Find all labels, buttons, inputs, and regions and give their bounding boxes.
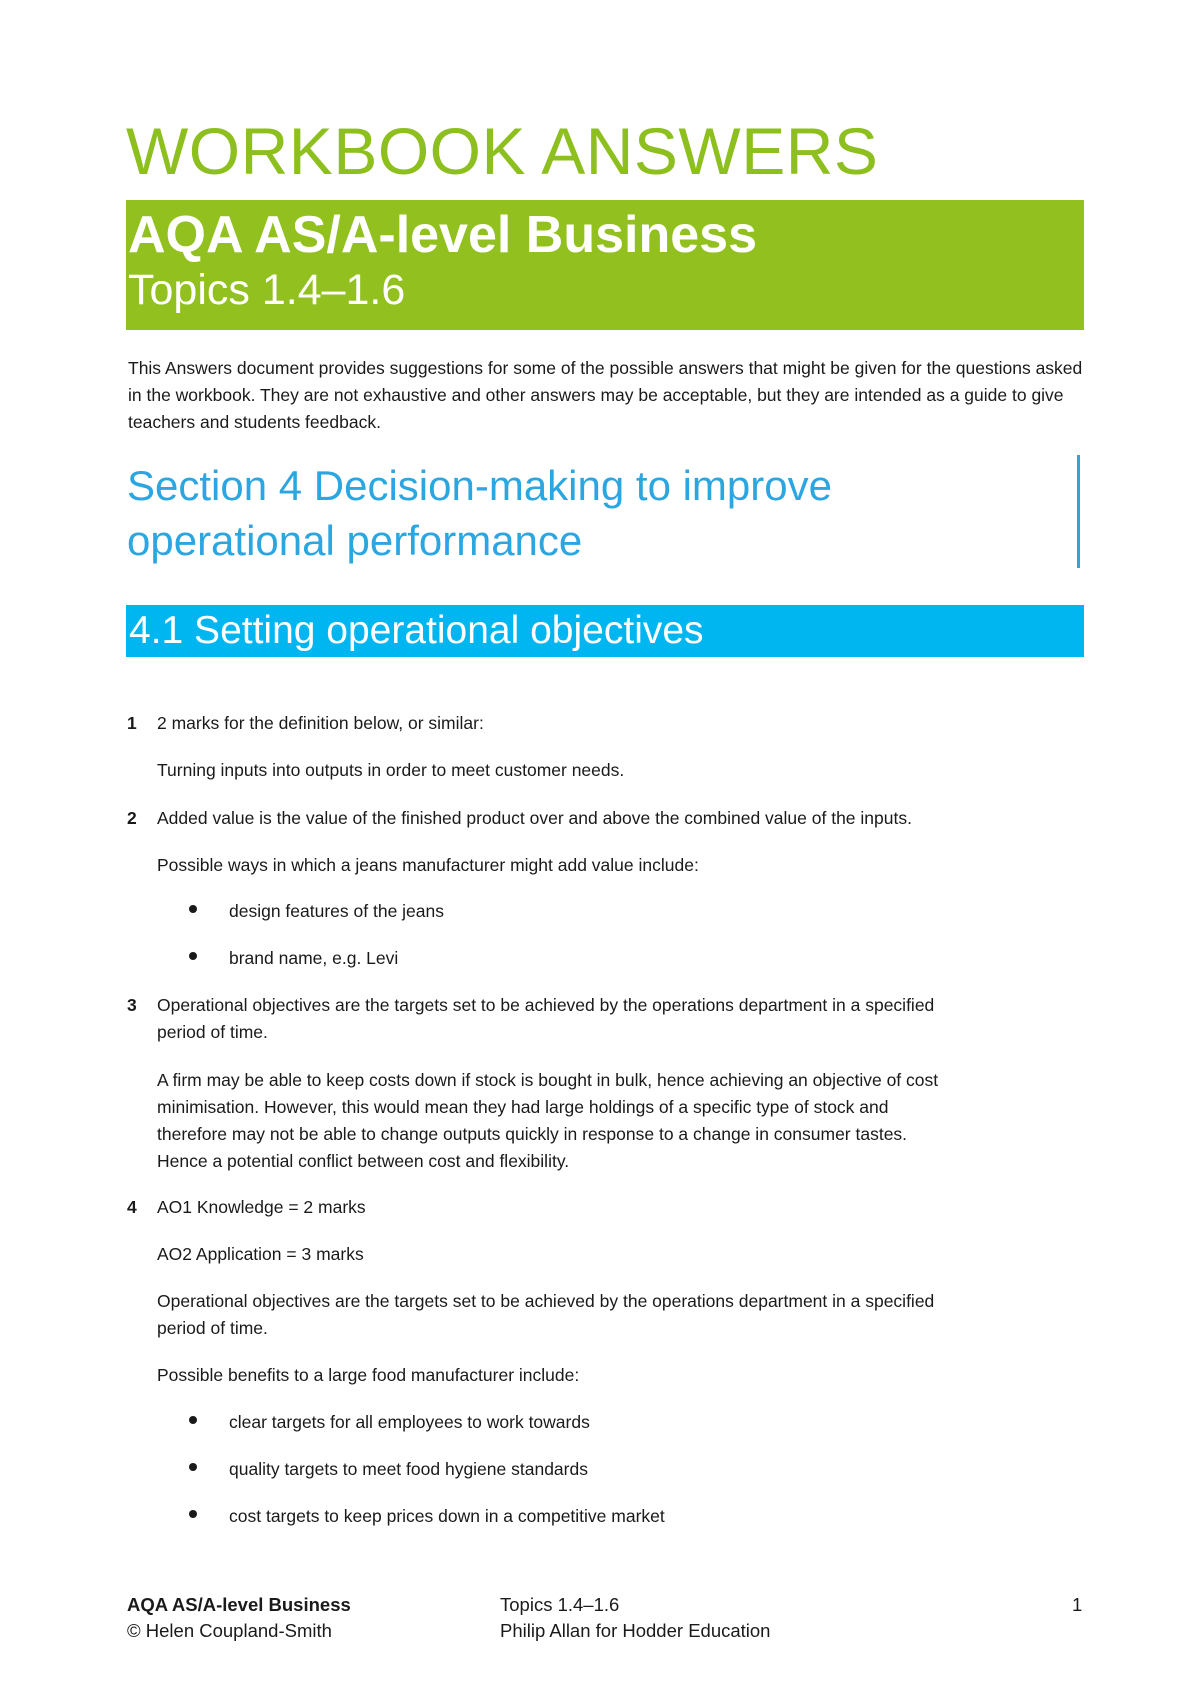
q3-paragraph-2-line-4: Hence a potential conflict between cost and flexibility. [157, 1151, 570, 1171]
book-title: AQA AS/A-level Business [128, 206, 758, 264]
q4-bullet-1: clear targets for all employees to work towards [229, 1412, 590, 1432]
q4-paragraph-3-line-1: Operational objectives are the targets set to be achieved by the operations department in a specified [157, 1291, 935, 1311]
page-number: 1 [1072, 1594, 1083, 1615]
question-number-2: 2 [127, 808, 137, 828]
q3-paragraph-1-line-1: Operational objectives are the targets set to be achieved by the operations department in a specified [157, 995, 935, 1015]
q3-paragraph-2-line-2: minimisation. However, this would mean they had large holdings of a specific type of stock and [157, 1097, 889, 1117]
q3-paragraph-2-line-1: A firm may be able to keep costs down if stock is bought in bulk, hence achieving an objective of cost [157, 1070, 939, 1090]
question-number-3: 3 [127, 995, 137, 1015]
title-banner [126, 200, 1084, 330]
question-number-4: 4 [127, 1197, 137, 1217]
page-title: WORKBOOK ANSWERS [126, 114, 879, 188]
section-divider-rule [1077, 455, 1080, 568]
q4-paragraph-2: AO2 Application = 3 marks [157, 1244, 364, 1264]
q4-paragraph-3-line-2: period of time. [157, 1318, 268, 1338]
section-heading-line-2: operational performance [127, 517, 583, 564]
footer-left [127, 1592, 351, 1644]
q2-bullet-1: design features of the jeans [229, 901, 445, 921]
q1-paragraph-1: 2 marks for the definition below, or similar: [157, 713, 484, 733]
q3-paragraph-1-line-2: period of time. [157, 1022, 268, 1042]
q4-paragraph-1: AO1 Knowledge = 2 marks [157, 1197, 366, 1217]
bullet-icon [189, 952, 197, 960]
topics-subtitle: Topics 1.4–1.6 [128, 265, 406, 314]
footer-publisher: Philip Allan for Hodder Education [500, 1620, 771, 1641]
footer-topics: Topics 1.4–1.6 [500, 1594, 620, 1615]
section-heading-line-1: Section 4 Decision-making to improve [127, 462, 832, 509]
q4-paragraph-4: Possible benefits to a large food manufacturer include: [157, 1365, 580, 1385]
bullet-icon [189, 1463, 197, 1471]
bullet-icon [189, 1416, 197, 1424]
subsection-heading: 4.1 Setting operational objectives [129, 609, 704, 652]
bullet-icon [189, 905, 197, 913]
question-number-1: 1 [127, 713, 137, 733]
q4-bullet-3: cost targets to keep prices down in a competitive market [229, 1506, 665, 1526]
subsection-banner [126, 605, 1084, 657]
q2-paragraph-1: Added value is the value of the finished product over and above the combined value of the inputs. [157, 808, 912, 828]
q1-paragraph-2: Turning inputs into outputs in order to meet customer needs. [157, 760, 625, 780]
bullet-icon [189, 1510, 197, 1518]
intro-paragraph: This Answers document provides suggestions for some of the possible answers that might be given for the questions asked in the workbook. They are not exhaustive and other answers may be acceptable, but they are intended as a guide to give teachers and students feedback. [128, 358, 1083, 432]
section-heading [127, 458, 947, 568]
footer-middle [500, 1592, 770, 1644]
q2-paragraph-2: Possible ways in which a jeans manufacturer might add value include: [157, 855, 699, 875]
footer-author: © Helen Coupland-Smith [127, 1620, 332, 1641]
q2-bullet-2: brand name, e.g. Levi [229, 948, 399, 968]
q3-paragraph-2-line-3: therefore may not be able to change outputs quickly in response to a change in consumer tastes. [157, 1124, 908, 1144]
q4-bullet-2: quality targets to meet food hygiene standards [229, 1459, 588, 1479]
footer-book-title: AQA AS/A-level Business [127, 1594, 351, 1615]
